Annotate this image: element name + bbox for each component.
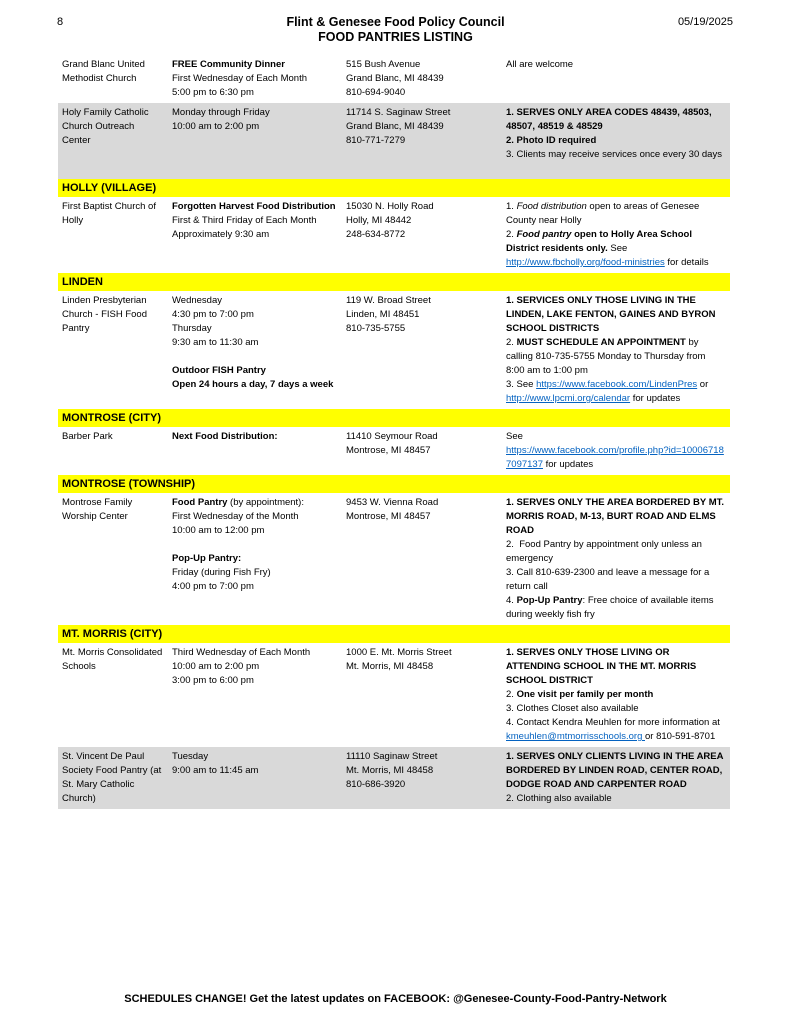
schedule-line: 4:30 pm to 7:00 pm [172,309,254,320]
table-row [58,747,730,809]
schedule [168,493,342,625]
table-row [58,291,730,409]
notes [502,427,730,475]
note: 2. Food pantry open to Holly Area School District residents only. See http://www.fbcholly.org/food-ministries for details [506,229,709,268]
table-row [58,643,730,747]
table-row [58,197,730,273]
org-name: Holy Family Catholic Church Outreach Center [58,103,168,179]
section-header [58,179,730,197]
address [342,291,502,409]
schedule-line: Pop-Up Pantry: [172,553,242,564]
address-line: Montrose, MI 48457 [346,445,431,456]
section-header [58,625,730,643]
schedule-line: Food Pantry (by appointment): [172,497,304,508]
fbc-holly-link[interactable]: http://www.fbcholly.org/food-ministries [506,257,665,268]
schedule-line: 3:00 pm to 6:00 pm [172,675,254,686]
section-header [58,409,730,427]
address [342,747,502,809]
note: 2. Photo ID required [506,135,597,146]
address-line: 11410 Seymour Road [346,431,438,442]
phone: 810-771-7279 [346,135,406,146]
note: 1. SERVES ONLY CLIENTS LIVING IN THE AREA BORDERED BY LINDEN ROAD, CENTER ROAD, DODGE ROAD AND CARPENTER ROAD [506,751,724,790]
program-name: FREE Community Dinner [172,59,285,70]
table-row [58,103,730,179]
address [342,103,502,179]
address-line: 119 W. Broad Street [346,295,431,306]
schedule-line: 4:00 pm to 7:00 pm [172,581,254,592]
pantry-listing-table [58,55,730,809]
page-title [0,15,791,45]
schedule-line: Open 24 hours a day, 7 days a week [172,379,334,390]
section-title: MONTROSE (CITY) [58,409,730,427]
notes [502,197,730,273]
address-line: 15030 N. Holly Road [346,201,434,212]
org-name: Montrose Family Worship Center [62,497,133,522]
lpcmi-calendar-link[interactable]: http://www.lpcmi.org/calendar [506,393,631,404]
address-line: 9453 W. Vienna Road [346,497,439,508]
address-line: Montrose, MI 48457 [346,511,431,522]
schedule-line: 9:00 am to 11:45 am [172,765,259,776]
schedule [168,427,342,475]
note: 1. SERVICES ONLY THOSE LIVING IN THE LINDEN, LAKE FENTON, GAINES AND BYRON SCHOOL DISTRICTS [506,295,716,334]
schedule [168,643,342,747]
table-row [58,493,730,625]
address-line: Mt. Morris, MI 48458 [346,765,434,776]
schedule-line: 10:00 am to 2:00 pm [172,661,260,672]
phone: 810-694-9040 [346,87,406,98]
address [342,427,502,475]
phone: 810-686-3920 [346,779,406,790]
notes [502,493,730,625]
schedule [168,747,342,809]
org-name: St. Vincent De Paul Society Food Pantry (at St. Mary Catholic Church) [58,747,168,809]
note: 1. SERVES ONLY AREA CODES 48439, 48503, 48507, 48519 & 48529 [506,107,712,132]
table-row [58,427,730,475]
note: 2. Food Pantry by appointment only unless an emergency [506,539,705,564]
schedule-line: 10:00 am to 12:00 pm [172,525,265,536]
schedule-line: Wednesday [172,295,222,306]
org-name: Mt. Morris Consolidated Schools [62,647,163,672]
address [342,55,502,103]
schedule [168,291,342,409]
address-line: 1000 E. Mt. Morris Street [346,647,452,658]
program-name: Next Food Distribution: [172,431,278,442]
footer-notice: SCHEDULES CHANGE! Get the latest updates on FACEBOOK: @Genesee-County-Food-Pantry-Network [124,993,667,1005]
barber-park-facebook-link[interactable]: https://www.facebook.com/profile.php?id=100067187097137 [506,445,724,470]
section-title: MONTROSE (TOWNSHIP) [58,475,730,493]
schedule-line: Friday (during Fish Fry) [172,567,271,578]
phone: 810-735-5755 [346,323,406,334]
address-line: 11110 Saginaw Street [346,751,438,762]
note: See [506,431,523,442]
notes [502,291,730,409]
schedule-line: Tuesday [172,751,209,762]
schedule-line: Outdoor FISH Pantry [172,365,266,376]
schedule [168,197,342,273]
note: 1. SERVES ONLY THOSE LIVING OR ATTENDING SCHOOL IN THE MT. MORRIS SCHOOL DISTRICT [506,647,697,686]
schedule-line: Monday through Friday [172,107,270,118]
kendra-email-link[interactable]: kmeuhlen@mtmorrisschools.org [506,731,645,742]
address-line: Holly, MI 48442 [346,215,412,226]
note: 1. SERVES ONLY THE AREA BORDERED BY MT. MORRIS ROAD, M-13, BURT ROAD AND ELMS ROAD [506,497,725,536]
address-line: Mt. Morris, MI 48458 [346,661,434,672]
page-number: 8 [57,16,64,28]
schedule-line: First Wednesday of Each Month [172,73,307,84]
org-name: First Baptist Church of Holly [62,201,156,226]
program-name: Forgotten Harvest Food Distribution [172,201,336,212]
address-line: 11714 S. Saginaw Street [346,107,451,118]
address [342,197,502,273]
address [342,643,502,747]
schedule-line: 9:30 am to 11:30 am [172,337,259,348]
note: 2. MUST SCHEDULE AN APPOINTMENT by calling 810-735-5755 Monday to Thursday from 8:00 am to 1:00 pm [506,337,706,376]
table-row [58,55,730,103]
note: 1. Food distribution open to areas of Genesee County near Holly [506,201,700,226]
note: 2. Clothing also available [506,793,612,804]
note: https://www.facebook.com/profile.php?id=100067187097137 for updates [506,445,724,470]
section-title: HOLLY (VILLAGE) [58,179,730,197]
note: 3. Call 810-639-2300 and leave a message for a return call [506,567,710,592]
address-line: 515 Bush Avenue [346,59,421,70]
schedule-line: Approximately 9:30 am [172,229,270,240]
title-line-2: FOOD PANTRIES LISTING [318,30,473,44]
section-title: LINDEN [58,273,730,291]
address [342,493,502,625]
schedule-line: Third Wednesday of Each Month [172,647,311,658]
note: 3. Clothes Closet also available [506,703,639,714]
org-name: Grand Blanc United Methodist Church [62,59,145,84]
notes [502,103,730,179]
schedule-line: First Wednesday of the Month [172,511,299,522]
section-header [58,273,730,291]
notes [502,643,730,747]
section-header [58,475,730,493]
schedule-line: Thursday [172,323,212,334]
schedule-line: 10:00 am to 2:00 pm [172,121,260,132]
note: 3. See https://www.facebook.com/LindenPres or http://www.lpcmi.org/calendar for updates [506,379,709,404]
phone: 248-634-8772 [346,229,406,240]
notes [502,55,730,103]
schedule [168,55,342,103]
section-title: MT. MORRIS (CITY) [58,625,730,643]
note: All are welcome [506,59,574,70]
notes [502,747,730,809]
address-line: Grand Blanc, MI 48439 [346,73,444,84]
org-name: Linden Presbyterian Church - FISH Food Pantry [62,295,147,334]
page-date: 05/19/2025 [677,16,733,28]
note: 4. Contact Kendra Meuhlen for more information at kmeuhlen@mtmorrisschools.org or 810-591-8701 [506,717,720,742]
note: 3. Clients may receive services once every 30 days [506,149,722,160]
schedule [168,103,342,179]
org-name: Barber Park [62,431,113,442]
address-line: Grand Blanc, MI 48439 [346,121,444,132]
title-line-1: Flint & Genesee Food Policy Council [286,15,505,29]
schedule-line: 5:00 pm to 6:30 pm [172,87,254,98]
linden-pres-facebook-link[interactable]: https://www.facebook.com/LindenPres [536,379,698,390]
note: 2. One visit per family per month [506,689,654,700]
note: 4. Pop-Up Pantry: Free choice of available items during weekly fish fry [506,595,714,620]
address-line: Linden, MI 48451 [346,309,420,320]
schedule-line: First & Third Friday of Each Month [172,215,317,226]
